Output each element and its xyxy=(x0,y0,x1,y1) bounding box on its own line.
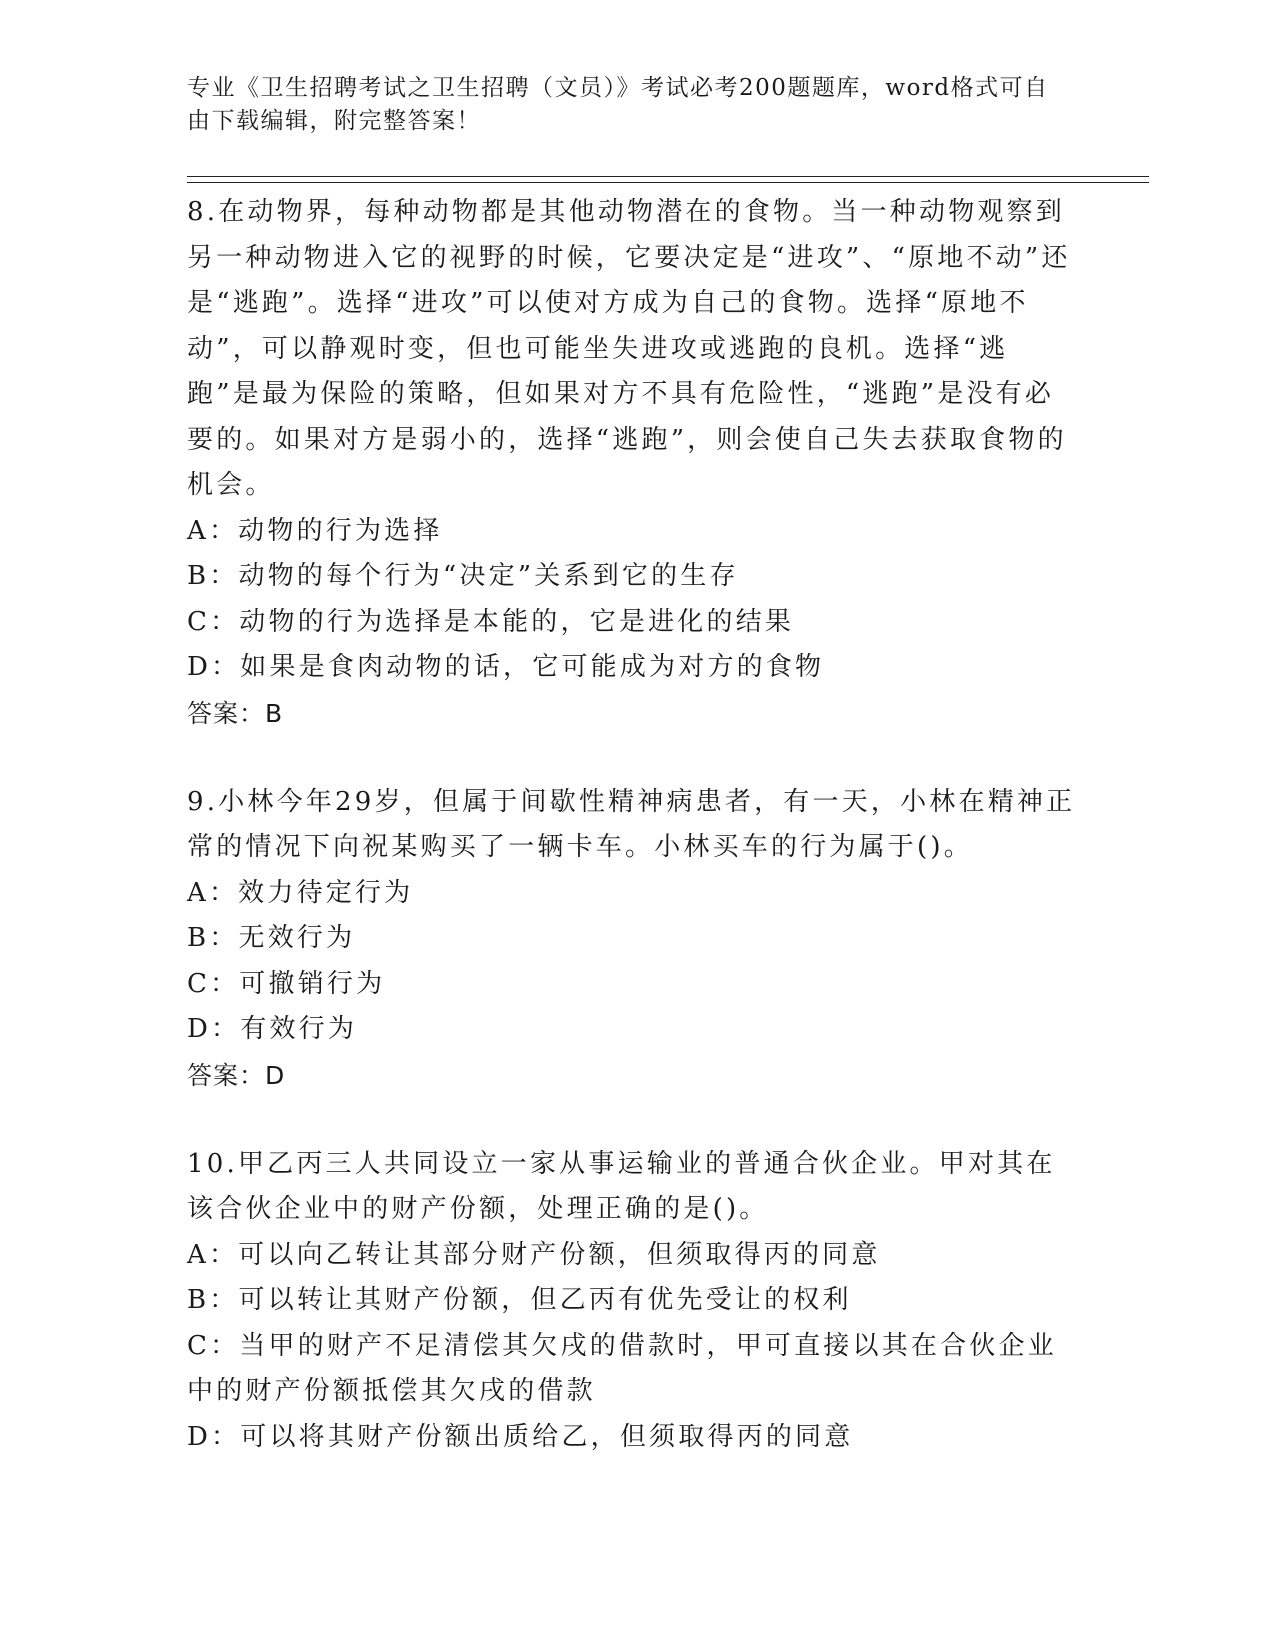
option-b: B：无效行为 xyxy=(187,923,356,953)
option-b: B：动物的每个行为“决定”关系到它的生存 xyxy=(187,561,739,591)
option-d: D：如果是食肉动物的话，它可能成为对方的食物 xyxy=(187,652,825,682)
header-divider-bottom xyxy=(187,182,1149,183)
answer-line: 答案：B xyxy=(187,698,284,728)
option-d: D：可以将其财产份额出质给乙，但须取得丙的同意 xyxy=(187,1421,854,1452)
option-a: A：效力待定行为 xyxy=(187,877,414,908)
option-a: A：可以向乙转让其部分财产份额，但须取得丙的同意 xyxy=(187,1239,881,1270)
question-stem: 9.小林今年29岁，但属于间歇性精神病患者，有一天，小林在精神正常的情况下向祝某购买了一辆卡车。小林买车的行为属于()。 xyxy=(187,786,1076,862)
option-b: B：可以转让其财产份额，但乙丙有优先受让的权利 xyxy=(187,1285,852,1315)
option-a: A：动物的行为选择 xyxy=(187,515,443,546)
question-stem: 8.在动物界，每种动物都是其他动物潜在的食物。当一种动物观察到另一种动物进入它的视野的时候，它要决定是“进攻”、“原地不动”还是“逃跑”。选择“进攻”可以使对方成为自己的食物。选择“原地不动”，可以静观时变，但也可能坐失进攻或逃跑的良机。选择“逃跑”是最为保险的策略，但如果对方不具有危险性，“逃跑”是没有必要的。如果对方是弱小的，选择“逃跑”，则会使自己失去获取食物的机会。 xyxy=(187,197,1071,500)
option-d: D：有效行为 xyxy=(187,1014,358,1044)
question-10 xyxy=(187,1142,1077,1461)
question-stem: 10.甲乙丙三人共同设立一家从事运输业的普通合伙企业。甲对其在该合伙企业中的财产份额，处理正确的是()。 xyxy=(187,1148,1056,1224)
header-divider-top xyxy=(187,176,1149,177)
question-list xyxy=(187,190,1077,1460)
option-c: C：当甲的财产不足清偿其欠戌的借款时，甲可直接以其在合伙企业中的财产份额抵偿其欠戌的借款 xyxy=(187,1330,1057,1406)
option-c: C：可撤销行为 xyxy=(187,968,386,999)
answer-line: 答案：D xyxy=(187,1060,286,1090)
question-9 xyxy=(187,780,1077,1099)
document-header: 专业《卫生招聘考试之卫生招聘（文员）》考试必考200题题库，word格式可自由下载编辑，附完整答案！ xyxy=(187,75,1049,134)
question-8 xyxy=(187,190,1077,737)
option-c: C：动物的行为选择是本能的，它是进化的结果 xyxy=(187,606,795,637)
